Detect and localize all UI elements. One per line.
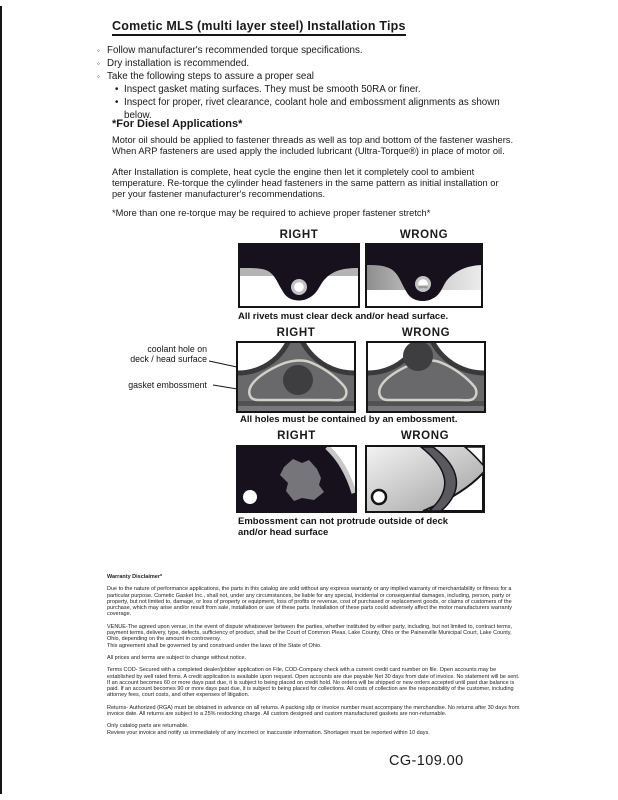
rivet-right-label: RIGHT xyxy=(279,229,319,241)
diesel-paragraph-retorque: After Installation is complete, heat cycle the engine then let it completely cool to ambient temperature. Re-torque the cylinder head fasteners in the same pattern as initial installation or per your fastener manufacturer's recommendations. xyxy=(112,167,499,199)
warranty-body: Due to the nature of performance applications, the parts in this catalog are sold without any express warranty or any implied warranty of merchantability or fitness for a particular purpose. Cometic Gasket Inc., shall not, under any circumstances, be liable for any special, incidental or consequential damages, including, person, party or property, but not limited to, damage, or loss of property or equipment, loss of profits or revenue, cost of purchased or replacement goods, or claims of customers of the purchase, which may arise and/or result from sale, installation or use of these parts. Installation of these parts could adversely affect the motor manufacturers warranty coverage. xyxy=(107,586,512,618)
catalog-returnable-note: Only catalog parts are returnable. xyxy=(107,723,189,730)
embossment-right-diagram xyxy=(236,445,357,518)
hole-wrong-diagram xyxy=(366,341,486,418)
list-item xyxy=(97,44,527,57)
tip-text: Inspect gasket mating surfaces. They must be smooth 50RA or finer. xyxy=(124,84,421,95)
embossment-right-label: RIGHT xyxy=(277,430,316,442)
caption-line: Embossment can not protrude outside of deck xyxy=(238,516,449,527)
coolant-hole-icon xyxy=(283,365,313,395)
tip-text: Take the following steps to assure a proper seal xyxy=(107,71,314,82)
tip-text: Follow manufacturer's recommended torque specifications. xyxy=(107,45,363,56)
open-bullet-icon: ◦ xyxy=(97,59,100,68)
bolt-hole-icon xyxy=(372,490,386,504)
rivet-wrong-diagram xyxy=(365,243,483,313)
list-item xyxy=(97,70,527,83)
coolant-hole-icon xyxy=(403,341,433,371)
page-edge-line xyxy=(0,6,2,794)
returns-clause: Returns- Authorized (RGA) must be obtained in advance on all returns. A packing slip or invoice number must accompany the merchandise. No returns after 30 days from invoice date. All returns are subject to a 25% restocking charge. All custom designed and custom manufactured gaskets are non-returnable. xyxy=(107,704,520,718)
coolant-hole-callout xyxy=(100,345,207,364)
hole-wrong-label: WRONG xyxy=(401,327,451,339)
caption-line: and/or head surface xyxy=(238,526,329,538)
page-code: CG-109.00 xyxy=(389,753,464,769)
warranty-fine-print xyxy=(107,574,523,742)
diesel-paragraph-oil: Motor oil should be applied to fastener threads as well as top and bottom of the fastener washers. When ARP fasteners are used apply the included lubricant (Ultra-Torque®) in place of motor oil. xyxy=(112,135,514,156)
invoice-review-note: Review your invoice and notify us immediately of any incorrect or inaccurate information. Shortages must be reported within 10 days. xyxy=(107,729,430,736)
open-bullet-icon: ◦ xyxy=(97,46,100,55)
hole-right-label: RIGHT xyxy=(276,327,316,339)
terms-clause: Terms COD- Secured with a completed dealer/jobber application on File, COD-Company check with a current credit card number on file. Open accounts may be established by well rated firms. A credit application is available upon request. Open accounts are due payable Net 30 days from date of invoice. No statement will be sent. If an account becomes 60 or more days past due, it is subject to being placed on credit hold. No orders will be shipped or new orders accepted until past due balance is paid. If an account becomes 90 or more days past due, it is subject to being placed for collections. All costs of collection are the responsibility of the customer, including attorney fees, court costs, and other expenses of litigation. xyxy=(107,667,520,699)
tip-text: Dry installation is recommended. xyxy=(107,58,250,69)
rivet-caption: All rivets must clear deck and/or head surface. xyxy=(238,311,449,322)
list-subitem xyxy=(97,83,527,96)
callout-text: deck / head surface xyxy=(130,353,207,364)
tip-text: Inspect for proper, rivet clearance, coolant hole and embossment alignments as shown below. xyxy=(124,97,500,121)
embossment-caption xyxy=(238,517,498,538)
filled-bullet-icon: • xyxy=(115,84,119,95)
rivet-right-diagram xyxy=(238,243,360,313)
embossment-wrong-label: WRONG xyxy=(400,430,450,442)
governing-law-clause: This agreement shall be governed by and construed under the laws of the State of Ohio. xyxy=(107,642,322,649)
filled-bullet-icon: • xyxy=(115,97,119,108)
tips-list xyxy=(97,44,527,122)
page-title: Cometic MLS (multi layer steel) Installation Tips xyxy=(112,19,406,36)
warranty-disclaimer-title: Warranty Disclaimer* xyxy=(107,574,163,580)
venue-clause: VENUE-The agreed upon venue, in the event of dispute whatsoever between the parties, whether instituted by either party, including, but not limited to, contract terms, payment terms, delivery, type, defects, sufficiency of product, shall be the Court of Common Pleas, Lake County, Ohio or the Painesville Municipal Court, Lake County, Ohio, depending on the amount in controversy. xyxy=(107,623,512,643)
prices-notice: All prices and terms are subject to change without notice. xyxy=(107,654,247,661)
diesel-applications-heading: *For Diesel Applications* xyxy=(112,118,243,130)
list-item xyxy=(97,57,527,70)
bolt-hole-icon xyxy=(243,490,257,504)
rivet-wrong-label: WRONG xyxy=(399,229,449,241)
callout-text: coolant hole on xyxy=(147,344,207,354)
open-bullet-icon: ◦ xyxy=(97,72,100,81)
gasket-embossment-callout: gasket embossment xyxy=(128,380,207,390)
embossment-wrong-diagram xyxy=(365,445,485,518)
hole-caption: All holes must be contained by an embossment. xyxy=(240,414,458,425)
diesel-paragraph-stretch-note: *More than one re-torque may be required to achieve proper fastener stretch* xyxy=(112,208,431,218)
hole-right-diagram xyxy=(236,341,356,418)
